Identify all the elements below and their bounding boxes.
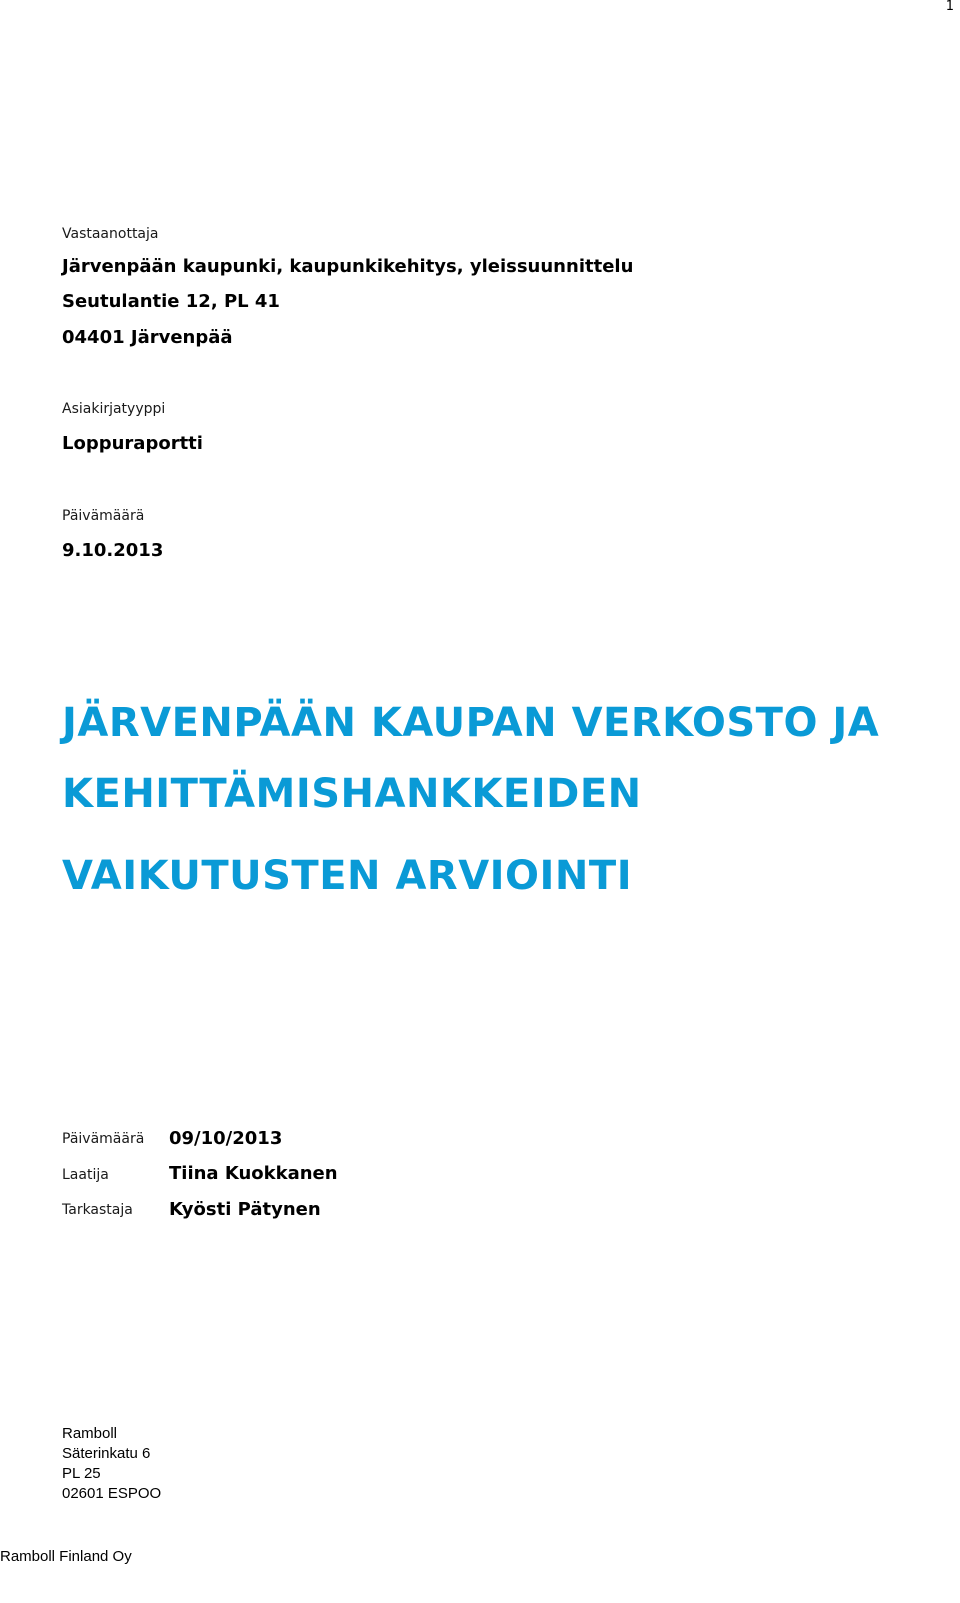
meta-author-label: Laatija <box>62 1167 109 1183</box>
date-label: Päivämäärä <box>62 508 145 524</box>
document-type-label: Asiakirjatyyppi <box>62 401 166 417</box>
meta-author-value: Tiina Kuokkanen <box>169 1163 338 1184</box>
company-name: Ramboll <box>62 1425 118 1442</box>
recipient-line-2: Seutulantie 12, PL 41 <box>62 291 280 312</box>
date-value: 9.10.2013 <box>62 540 164 561</box>
footer-company: Ramboll Finland Oy <box>0 1548 132 1565</box>
title-line-3: VAIKUTUSTEN ARVIOINTI <box>62 853 633 899</box>
recipient-label: Vastaanottaja <box>62 226 159 242</box>
recipient-line-3: 04401 Järvenpää <box>62 327 233 348</box>
company-po-box: PL 25 <box>62 1465 101 1482</box>
meta-date-label: Päivämäärä <box>62 1131 145 1147</box>
title-line-1: JÄRVENPÄÄN KAUPAN VERKOSTO JA <box>62 700 880 746</box>
page-number: 1 <box>945 0 954 14</box>
company-street: Säterinkatu 6 <box>62 1445 151 1462</box>
meta-reviewer-label: Tarkastaja <box>62 1202 133 1218</box>
company-postal-city: 02601 ESPOO <box>62 1485 162 1502</box>
document-type-value: Loppuraportti <box>62 433 203 454</box>
company-address <box>62 1424 161 1504</box>
recipient-line-1: Järvenpään kaupunki, kaupunkikehitys, yleissuunnittelu <box>62 256 634 277</box>
meta-date-value: 09/10/2013 <box>169 1128 283 1149</box>
meta-reviewer-value: Kyösti Pätynen <box>169 1199 321 1220</box>
title-line-2: KEHITTÄMISHANKKEIDEN <box>62 771 642 817</box>
